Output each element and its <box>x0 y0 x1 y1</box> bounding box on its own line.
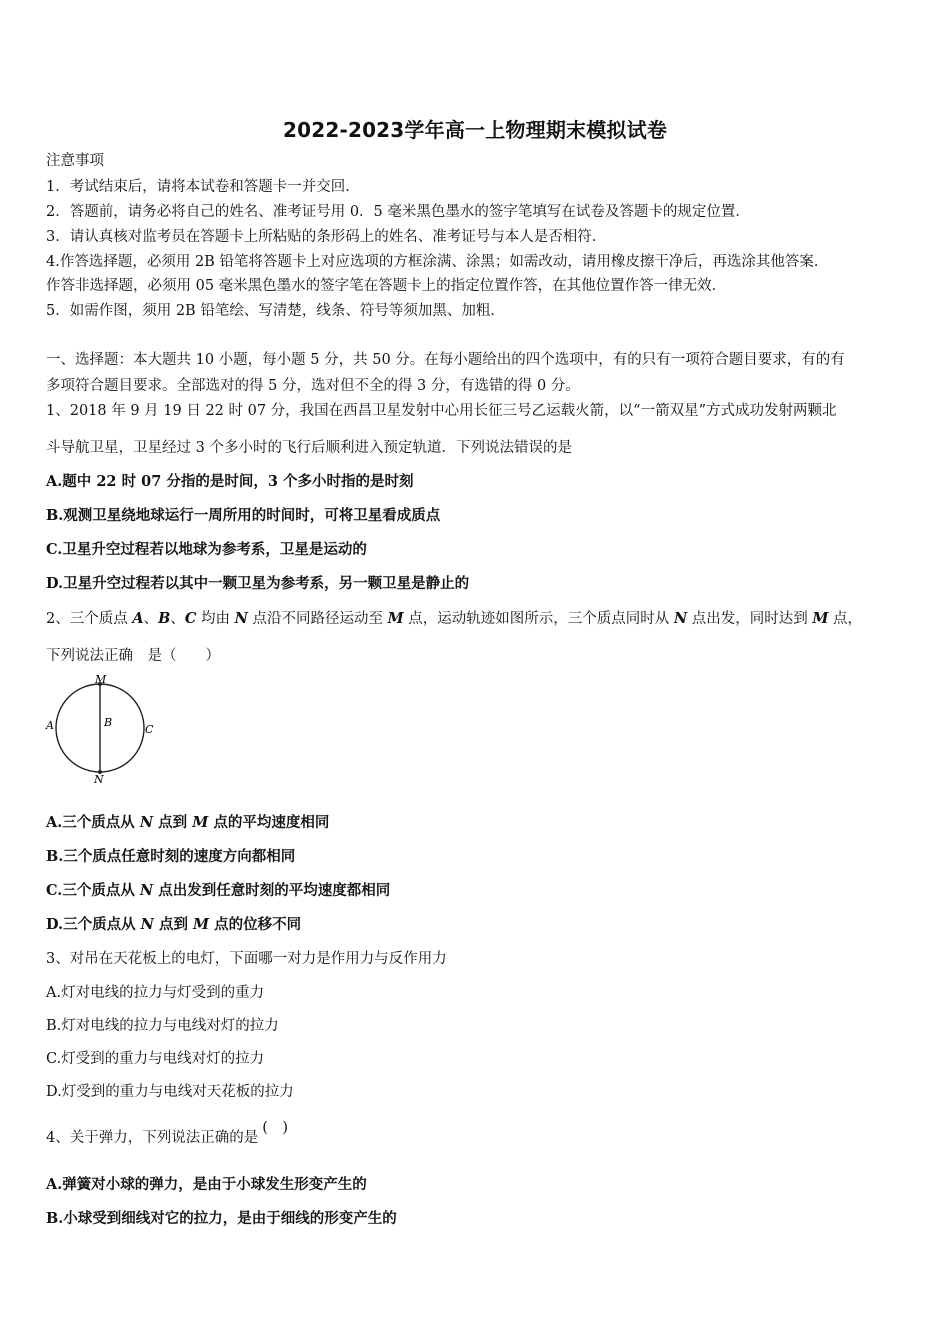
trajectory-diagram <box>40 672 170 792</box>
var-m: M <box>812 610 829 627</box>
section-instructions: 一、选择题：本大题共 10 小题，每小题 5 分，共 50 分。在每小题给出的四个选项中，有的只有一项符合题目要求，有的有 <box>46 352 845 368</box>
question-3-option-d: D.灯受到的重力与电线对天花板的拉力 <box>46 1084 294 1100</box>
stem-text: 点出发，同时达到 <box>687 611 813 627</box>
var-m: M <box>192 814 209 831</box>
answer-parens: ( ) <box>262 1120 289 1136</box>
option-text: 点的平均速度相同 <box>208 814 330 831</box>
option-text: D.三个质点从 <box>46 916 141 933</box>
question-2-option-b: B.三个质点任意时刻的速度方向都相同 <box>46 848 296 865</box>
label-n: N <box>94 773 104 786</box>
page-title: 2022-2023学年高一上物理期末模拟试卷 <box>282 118 668 142</box>
label-b: B <box>104 716 113 729</box>
question-2-option-d <box>46 915 910 935</box>
notice-item: 4.作答选择题，必须用 2B 铅笔将答题卡上对应选项的方框涂满、涂黑；如需改动，请用橡皮擦干净后，再选涂其他答案． <box>46 254 829 270</box>
option-text: A.三个质点从 <box>46 814 140 831</box>
notice-item: 1．考试结束后，请将本试卷和答题卡一并交回． <box>46 179 360 195</box>
stem-text: 点沿不同路径运动至 <box>247 611 388 627</box>
var-c: C <box>184 610 197 627</box>
stem-text: 均由 <box>196 611 235 627</box>
var-m: M <box>193 916 210 933</box>
question-4-option-b: B.小球受到细线对它的拉力，是由于细线的形变产生的 <box>46 1210 397 1227</box>
var-b: B <box>158 610 171 627</box>
option-text: 点出发到任意时刻的平均速度都相同 <box>153 882 391 899</box>
var-n: N <box>673 610 688 627</box>
question-1-option-d: D.卫星升空过程若以其中一颗卫星为参考系，另一颗卫星是静止的 <box>46 575 470 592</box>
notice-item: 3．请认真核对监考员在答题卡上所粘贴的条形码上的姓名、准考证号与本人是否相符． <box>46 229 607 245</box>
notice-item: 2．答题前，请务必将自己的姓名、准考证号用 0．5 毫米黑色墨水的签字笔填写在试卷及答题卡的规定位置． <box>46 204 750 220</box>
stem-text: 点， <box>828 611 863 627</box>
option-text: C.三个质点从 <box>46 882 140 899</box>
var-n: N <box>234 610 248 627</box>
var-a: A <box>132 610 144 627</box>
stem-text: 、 <box>143 611 159 627</box>
question-2-option-a <box>46 813 910 833</box>
question-4-stem <box>46 1120 910 1148</box>
notice-item: 5．如需作图，须用 2B 铅笔绘、写清楚，线条、符号等须加黑、加粗． <box>46 303 505 319</box>
question-3-option-c: C.灯受到的重力与电线对灯的拉力 <box>46 1051 265 1067</box>
question-2-option-c <box>46 881 910 901</box>
stem-text: 2、三个质点 <box>46 611 133 627</box>
question-1-option-a: A.题中 22 时 07 分指的是时间，3 个多小时指的是时刻 <box>46 473 414 490</box>
var-m: M <box>387 610 404 627</box>
label-a: A <box>46 719 54 732</box>
question-3-stem: 3、对吊在天花板上的电灯，下面哪一对力是作用力与反作用力 <box>46 951 447 967</box>
var-n: N <box>139 882 154 899</box>
question-2-stem <box>46 609 910 629</box>
option-text: 点到 <box>153 916 194 933</box>
option-text: 点的位移不同 <box>209 916 302 933</box>
question-4-option-a: A.弹簧对小球的弹力，是由于小球发生形变产生的 <box>46 1176 367 1193</box>
stem-text: 、 <box>170 611 185 627</box>
label-c: C <box>145 723 154 736</box>
label-m: M <box>95 673 107 686</box>
notice-heading: 注意事项 <box>46 153 104 169</box>
question-1-option-b: B.观测卫星绕地球运行一周所用的时间时，可将卫星看成质点 <box>46 507 441 524</box>
stem-text: 4、关于弹力，下列说法正确的是 <box>46 1130 259 1146</box>
stem-text: 点，运动轨迹如图所示，三个质点同时从 <box>403 611 674 627</box>
section-instructions-cont: 多项符合题目要求。全部选对的得 5 分，选对但不全的得 3 分，有选错的得 0 分。 <box>46 378 580 394</box>
var-n: N <box>140 916 154 933</box>
question-1-stem-cont: 斗导航卫星，卫星经过 3 个多小时的飞行后顺利进入预定轨道．下列说法错误的是 <box>46 440 572 456</box>
question-3-option-b: B.灯对电线的拉力与电线对灯的拉力 <box>46 1018 279 1034</box>
question-1-option-c: C.卫星升空过程若以地球为参考系，卫星是运动的 <box>46 541 367 558</box>
notice-item: 作答非选择题，必须用 05 毫米黑色墨水的签字笔在答题卡上的指定位置作答，在其他位置作答一律无效． <box>46 278 727 294</box>
question-1-stem: 1、2018 年 9 月 19 日 22 时 07 分，我国在西昌卫星发射中心用长征三号乙运载火箭，以“一箭双星”方式成功发射两颗北 <box>46 403 837 419</box>
var-n: N <box>139 814 154 831</box>
option-text: 点到 <box>153 814 193 831</box>
question-2-stem-cont: 下列说法正确 是（ ） <box>46 648 220 664</box>
question-3-option-a: A.灯对电线的拉力与灯受到的重力 <box>46 985 265 1001</box>
